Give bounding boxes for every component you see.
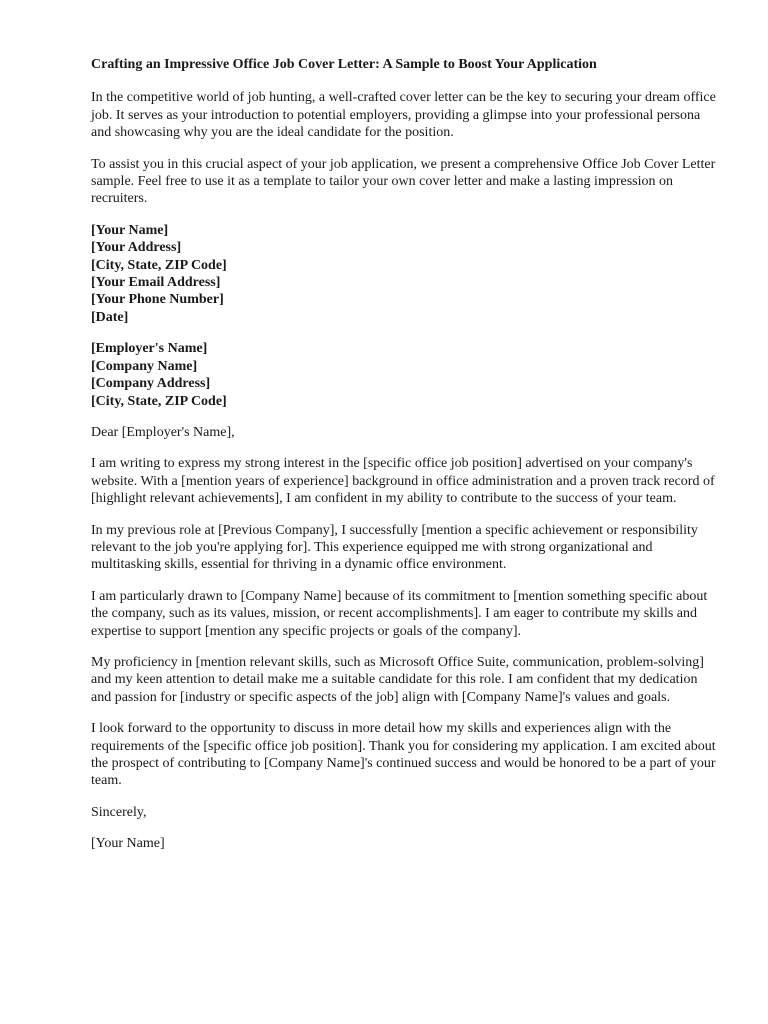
body-paragraph-2: In my previous role at [Previous Company], I successfully [mention a specific achievement or responsibility relevant to the job you're applying for]. This experience equipped me with strong organizational and multitasking skills, essential for thriving in a dynamic office environment. — [91, 522, 698, 573]
sender-name-line: [Your Name] — [91, 222, 169, 238]
sender-phone-line: [Your Phone Number] — [91, 292, 224, 308]
recipient-company-line: [Company Name] — [91, 358, 198, 374]
body-paragraph-5: I look forward to the opportunity to discuss in more detail how my skills and experiences align with the requirements of the [specific office job position]. Thank you for considering my application. I am excited about the prospect of contributing to [Company Name]'s continued success and would be honored to be a part of your team. — [91, 721, 716, 789]
sender-address-block — [91, 222, 717, 326]
salutation: Dear [Employer's Name], — [91, 424, 235, 440]
recipient-address-line: [Company Address] — [91, 376, 211, 392]
sender-email-line: [Your Email Address] — [91, 275, 221, 291]
body-paragraph-3: I am particularly drawn to [Company Name] because of its commitment to [mention something specific about the company, such as its values, mission, or recent accomplishments]. I am eager to contribute my skills and expertise to support [mention any specific projects or goals of the company]. — [91, 588, 708, 639]
sender-date-line: [Date] — [91, 309, 129, 325]
recipient-city-line: [City, State, ZIP Code] — [91, 393, 227, 409]
closing: Sincerely, — [91, 804, 147, 820]
document-title: Crafting an Impressive Office Job Cover Letter: A Sample to Boost Your Application — [91, 57, 597, 72]
signature: [Your Name] — [91, 836, 165, 852]
body-paragraph-1: I am writing to express my strong interest in the [specific office job position] advertised on your company's website. With a [mention years of experience] background in office administration and a proven track record of [highlight relevant achievements], I am confident in my ability to contribute to the success of your team. — [91, 456, 715, 507]
intro-paragraph-2: To assist you in this crucial aspect of your job application, we present a comprehensive Office Job Cover Letter sample. Feel free to use it as a template to tailor your own cover letter and make a lasting impression on recruiters. — [91, 156, 716, 207]
sender-city-line: [City, State, ZIP Code] — [91, 257, 227, 273]
intro-paragraph-1: In the competitive world of job hunting, a well-crafted cover letter can be the key to securing your dream office job. It serves as your introduction to potential employers, providing a glimpse into your professional persona and showcasing why you are the ideal candidate for the position. — [91, 90, 716, 141]
body-paragraph-4: My proficiency in [mention relevant skills, such as Microsoft Office Suite, communication, problem-solving] and my keen attention to detail make me a suitable candidate for this role. I am confident that my dedication and passion for [industry or specific aspects of the job] align with [Company Name]'s values and goals. — [91, 654, 704, 705]
recipient-address-block — [91, 340, 717, 410]
sender-address-line: [Your Address] — [91, 240, 182, 256]
recipient-name-line: [Employer's Name] — [91, 341, 208, 357]
